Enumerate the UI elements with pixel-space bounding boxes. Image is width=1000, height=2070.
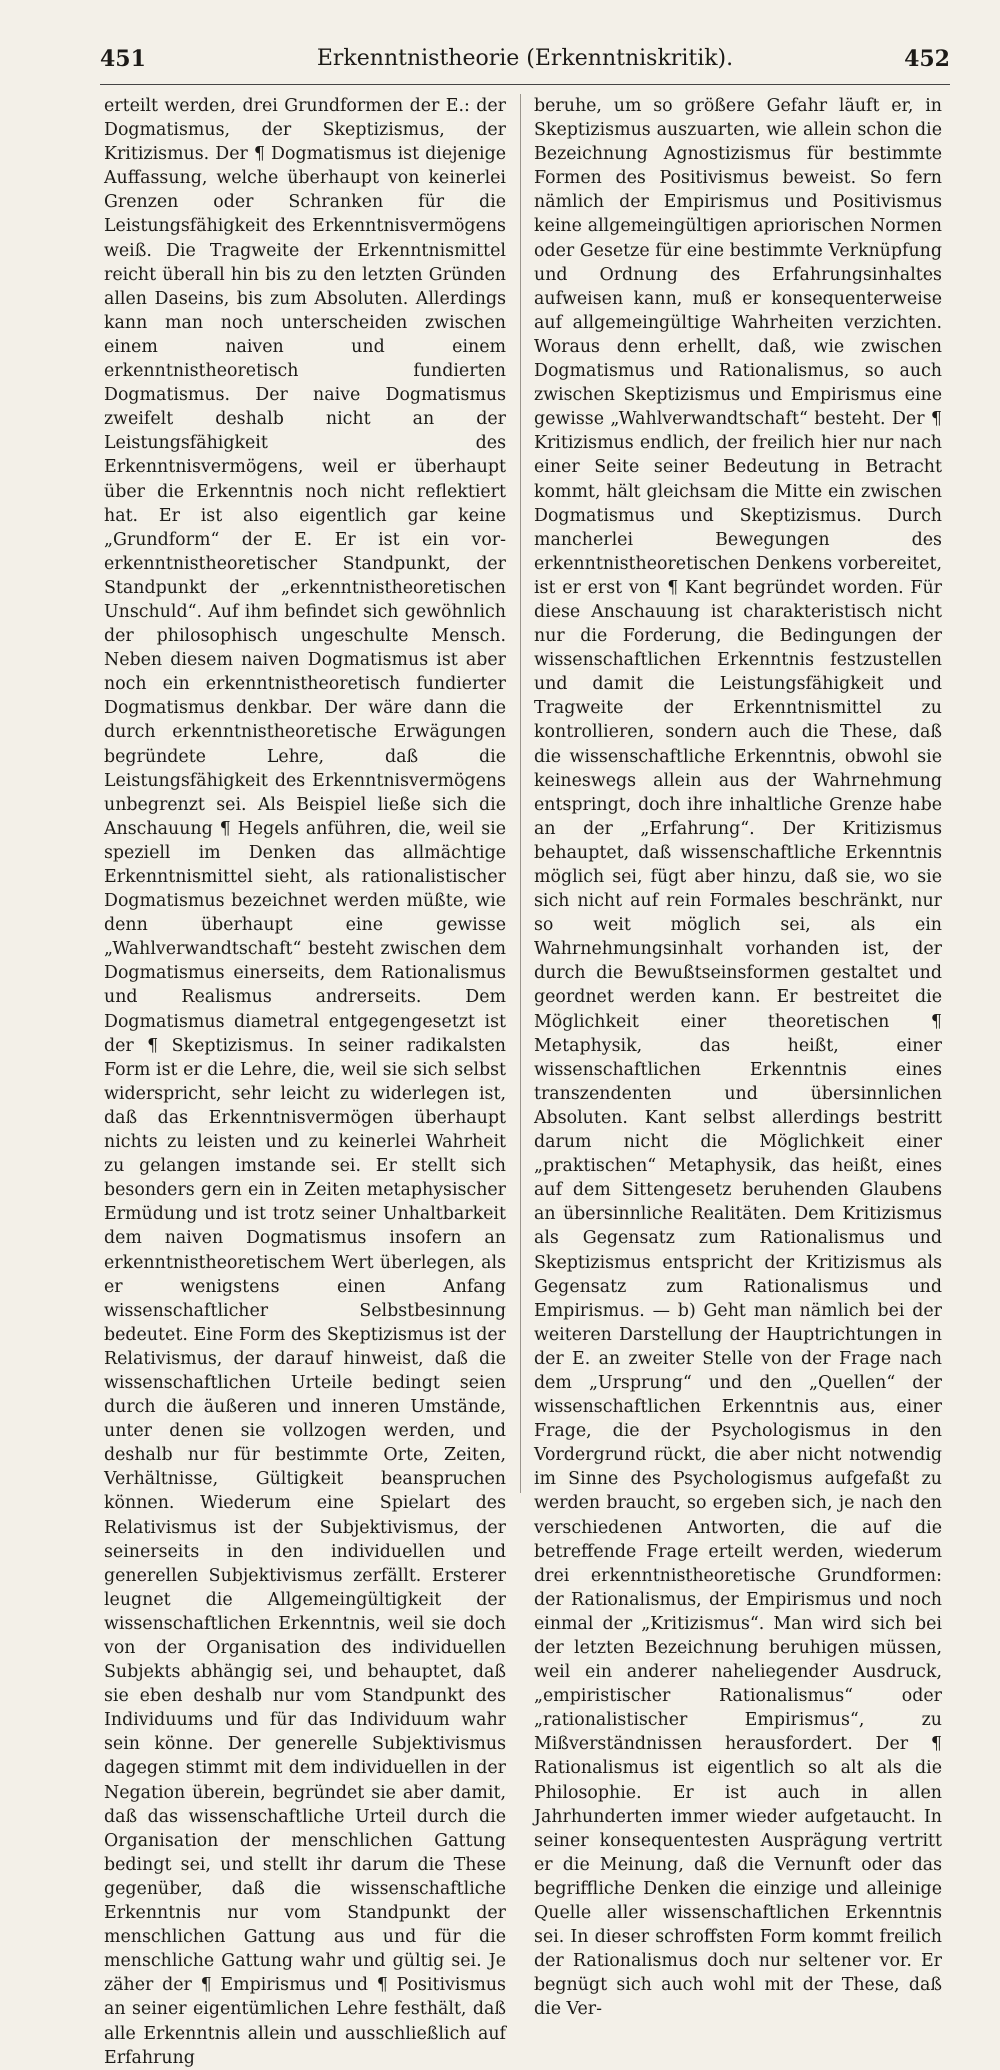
page-header [100, 40, 950, 80]
column-divider [520, 94, 521, 1493]
page-number-left: 451 [100, 46, 146, 72]
right-column [534, 94, 942, 2020]
running-title: Erkenntnistheorie (Erkenntniskritik). [316, 46, 734, 71]
left-column-text: erteilt werden, drei Grundformen der E.: der Dogmatismus, der Skeptizismus, der Kritizismus. Der ¶ Dogmatismus ist diejenige Auffassung, welche überhaupt von keinerlei Grenzen oder Schranken für die Leistungsfähigkeit des Erkenntnisvermögens weiß. Die Tragweite der Erkenntnismittel reicht überall hin bis zu den letzten Gründen allen Daseins, bis zum Absoluten. Allerdings kann man noch unterscheiden zwischen einem naiven und einem erkenntnistheoretisch fundierten Dogmatismus. Der naive Dogmatismus zweifelt deshalb nicht an der Leistungsfähigkeit des Erkenntnisvermögens, weil er überhaupt über die Erkenntnis noch nicht reflektiert hat. Er ist also eigentlich gar keine „Grundform“ der E. Er ist ein vor-erkenntnistheoretischer Standpunkt, der Standpunkt der „erkenntnistheoretischen Unschuld“. Auf ihm befindet sich gewöhnlich der philosophisch ungeschulte Mensch. Neben diesem naiven Dogmatismus ist aber noch ein erkenntnistheoretisch fundierter Dogmatismus denkbar. Der wäre dann die durch erkenntnistheoretische Erwägungen begründete Lehre, daß die Leistungsfähigkeit des Erkenntnisvermögens unbegrenzt sei. Als Beispiel ließe sich die Anschauung ¶ Hegels anführen, die, weil sie speziell im Denken das allmächtige Erkenntnismittel sieht, als rationalistischer Dogmatismus bezeichnet werden müßte, wie denn überhaupt eine gewisse „Wahlverwandtschaft“ besteht zwischen dem Dogmatismus einerseits, dem Rationalismus und Realismus andrerseits. Dem Dogmatismus diametral entgegengesetzt ist der ¶ Skeptizismus. In seiner radikalsten Form ist er die Lehre, die, weil sie sich selbst widerspricht, sehr leicht zu widerlegen ist, daß das Erkenntnisvermögen überhaupt nichts zu leisten und zu keinerlei Wahrheit zu gelangen imstande sei. Er stellt sich besonders gern ein in Zeiten metaphysischer Ermüdung und ist trotz seiner Unhaltbarkeit dem naiven Dogmatismus insofern an erkenntnistheoretischem Wert überlegen, als er wenigstens einen Anfang wissenschaftlicher Selbstbesinnung bedeutet. Eine Form des Skeptizismus ist der Relativismus, der darauf hinweist, daß die wissenschaftlichen Urteile bedingt seien durch die äußeren und inneren Umstände, unter denen sie vollzogen werden, und deshalb nur für bestimmte Orte, Zeiten, Verhältnisse, Gültigkeit beanspruchen können. Wiederum eine Spielart des Relativismus ist der Subjektivismus, der seinerseits in den individuellen und generellen Subjektivismus zerfällt. Ersterer leugnet die Allgemeingültigkeit der wissenschaftlichen Erkenntnis, weil sie doch von der Organisation des individuellen Subjekts abhängig sei, und behauptet, daß sie eben deshalb nur vom Standpunkt des Individuums und für das Individuum wahr sein könne. Der generelle Subjektivismus dagegen stimmt mit dem individuellen in der Negation überein, begründet sie aber damit, daß das wissenschaftliche Urteil durch die Organisation der menschlichen Gattung bedingt sei, und stellt ihr darum die These gegenüber, daß die wissenschaftliche Erkenntnis nur vom Standpunkt der menschlichen Gattung aus und für die menschliche Gattung wahr und gültig sei. Je zäher der ¶ Empirismus und ¶ Positivismus an seiner eigentümlichen Lehre festhält, daß alle Erkenntnis allein und ausschließlich auf Erfahrung [104, 96, 506, 2068]
left-column [104, 94, 506, 2068]
page-number-right: 452 [904, 46, 950, 72]
header-rule [100, 84, 950, 85]
right-column-text: beruhe, um so größere Gefahr läuft er, in Skeptizismus auszuarten, wie allein schon die Bezeichnung Agnostizismus für bestimmte Formen des Positivismus beweist. So fern nämlich der Empirismus und Positivismus keine allgemeingültigen apriorischen Normen oder Gesetze für eine bestimmte Verknüpfung und Ordnung des Erfahrungsinhaltes aufweisen kann, muß er konsequenterweise auf allgemeingültige Wahrheiten verzichten. Woraus denn erhellt, daß, wie zwischen Dogmatismus und Rationalismus, so auch zwischen Skeptizismus und Empirismus eine gewisse „Wahlverwandtschaft“ besteht. Der ¶ Kritizismus endlich, der freilich hier nur nach einer Seite seiner Bedeutung in Betracht kommt, hält gleichsam die Mitte ein zwischen Dogmatismus und Skeptizismus. Durch mancherlei Bewegungen des erkenntnistheoretischen Denkens vorbereitet, ist er erst von ¶ Kant begründet worden. Für diese Anschauung ist charakteristisch nicht nur die Forderung, die Bedingungen der wissenschaftlichen Erkenntnis festzustellen und damit die Leistungsfähigkeit und Tragweite der Erkenntnismittel zu kontrollieren, sondern auch die These, daß die wissenschaftliche Erkenntnis, obwohl sie keineswegs allein aus der Wahrnehmung entspringt, doch ihre inhaltliche Grenze habe an der „Erfahrung“. Der Kritizismus behauptet, daß wissenschaftliche Erkenntnis möglich sei, fügt aber hinzu, daß sie, wo sie sich nicht auf rein Formales beschränkt, nur so weit möglich sei, als ein Wahrnehmungsinhalt vorhanden ist, der durch die Bewußtseinsformen gestaltet und geordnet werden kann. Er bestreitet die Möglichkeit einer theoretischen ¶ Metaphysik, das heißt, einer wissenschaftlichen Erkenntnis eines transzendenten und übersinnlichen Absoluten. Kant selbst allerdings bestritt darum nicht die Möglichkeit einer „praktischen“ Metaphysik, das heißt, eines auf dem Sittengesetz beruhenden Glaubens an übersinnliche Realitäten. Dem Kritizismus als Gegensatz zum Rationalismus und Skeptizismus entspricht der Kritizismus als Gegensatz zum Rationalismus und Empirismus. — b) Geht man nämlich bei der weiteren Darstellung der Hauptrichtungen in der E. an zweiter Stelle von der Frage nach dem „Ursprung“ und den „Quellen“ der wissenschaftlichen Erkenntnis aus, einer Frage, die der Psychologismus in den Vordergrund rückt, die aber nicht notwendig im Sinne des Psychologismus aufgefaßt zu werden braucht, so ergeben sich, je nach den verschiedenen Antworten, die auf die betreffende Frage erteilt werden, wiederum drei erkenntnistheoretische Grundformen: der Rationalismus, der Empirismus und noch einmal der „Kritizismus“. Man wird sich bei der letzten Bezeichnung beruhigen müssen, weil ein anderer naheliegender Ausdruck, „empiristischer Rationalismus“ oder „rationalistischer Empirismus“, zu Mißverständnissen herausfordert. Der ¶ Rationalismus ist eigentlich so alt als die Philosophie. Er ist auch in allen Jahrhunderten immer wieder aufgetaucht. In seiner konsequentesten Ausprägung vertritt er die Meinung, daß die Vernunft oder das begriffliche Denken die einzige und alleinige Quelle aller wissenschaftlichen Erkenntnis sei. In dieser schroffsten Form kommt freilich der Rationalismus doch nur seltener vor. Er begnügt sich auch wohl mit der These, daß die Ver- [534, 96, 942, 2020]
